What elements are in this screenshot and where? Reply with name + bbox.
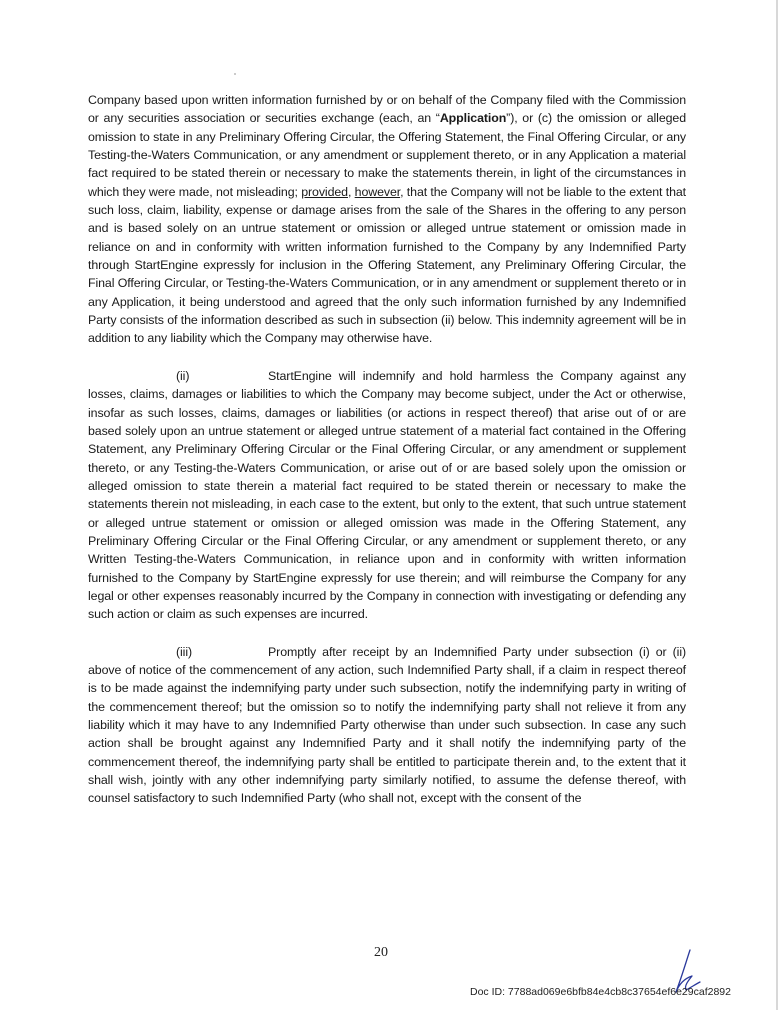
subsection-ii-label: (ii)	[176, 368, 190, 383]
p1-comma: ,	[347, 184, 355, 199]
scan-speck	[234, 73, 236, 75]
p1-text-2: ”), or (c) the omission or alleged omission to state in any Preliminary Offering Circular, the Offering Statement, the Final Offering Circular, or any Testing-the-Waters Communication, or any amendment or supplement thereto, or in any Application a material fact required to be stated therein or necessary to make the statements therein, in light of the circumstances in which they were made, not misleading;	[88, 111, 686, 199]
paragraph-ii-text: StartEngine will indemnify and hold harmless the Company against any losses, claims, damages or liabilities to which the Company may become subject, under the Act or otherwise, insofar as such losses, claims, damages or liabilities (or actions in respect thereof) that arise out of or are based solely upon an untrue statement or alleged untrue statement of a material fact contained in the Offering Statement, any Preliminary Offering Circular or the Final Offering Circular, or any amendment or supplement thereto, or any Testing-the-Waters Communication, or arise out of or are based solely upon the omission or alleged omission to state therein a material fact required to be stated therein or necessary to make the statements therein not misleading, in each case to the extent, but only to the extent, that such untrue statement or alleged untrue statement or omission or alleged omission was made in the Offering Statement, any Preliminary Offering Circular or the Final Offering Circular, or any amendment or supplement thereto, or any Written Testing-the-Waters Communication, in reliance upon and in conformity with written information furnished to the Company by StartEngine expressly for use therein; and will reimburse the Company for any legal or other expenses reasonably incurred by the Company in connection with investigating or defending any such action or claim as such expenses are incurred.	[88, 368, 686, 622]
provided-term: provided	[301, 184, 348, 199]
paragraph-iii	[88, 643, 686, 808]
p1-text-1: Company based upon written information furnished by or on behalf of the Company filed with the Commission or any securities association or securities exchange (each, an “	[88, 93, 686, 126]
paragraph-ii	[88, 367, 686, 624]
document-body	[88, 91, 686, 808]
paragraph-1	[88, 91, 686, 348]
however-term: however	[354, 184, 401, 199]
doc-id: Doc ID: 7788ad069e6bfb84e4cb8c37654ef6e29caf2892	[470, 986, 731, 998]
page-edge	[776, 0, 778, 1010]
subsection-iii-label: (iii)	[176, 644, 193, 659]
page-number: 20	[374, 945, 388, 960]
application-term: Application	[439, 111, 507, 126]
p1-text-3: , that the Company will not be liable to the extent that such loss, claim, liability, expense or damage arises from the sale of the Shares in the offering to any person and is based solely on an untrue statement or omission or alleged untrue statement or omission made in reliance on and in conformity with written information furnished to the Company by any Indemnified Party through StartEngine expressly for inclusion in the Offering Statement, any Preliminary Offering Circular, the Final Offering Circular, or Testing-the-Waters Communication, or in any amendment or supplement thereto or in any Application, it being understood and agreed that the only such information furnished by any Indemnified Party consists of the information described as such in subsection (ii) below. This indemnity agreement will be in addition to any liability which the Company may otherwise have.	[88, 184, 686, 346]
paragraph-iii-text: Promptly after receipt by an Indemnified Party under subsection (i) or (ii) above of notice of the commencement of any action, such Indemnified Party shall, if a claim in respect thereof is to be made against the indemnifying party under such subsection, notify the indemnifying party in writing of the commencement thereof; but the omission so to notify the indemnifying party shall not relieve it from any liability which it may have to any Indemnified Party otherwise than under such subsection. In case any such action shall be brought against any Indemnified Party and it shall notify the indemnifying party of the commencement thereof, the indemnifying party shall be entitled to participate therein and, to the extent that it shall wish, jointly with any other indemnifying party similarly notified, to assume the defense thereof, with counsel satisfactory to such Indemnified Party (who shall not, except with the consent of the	[88, 644, 686, 806]
